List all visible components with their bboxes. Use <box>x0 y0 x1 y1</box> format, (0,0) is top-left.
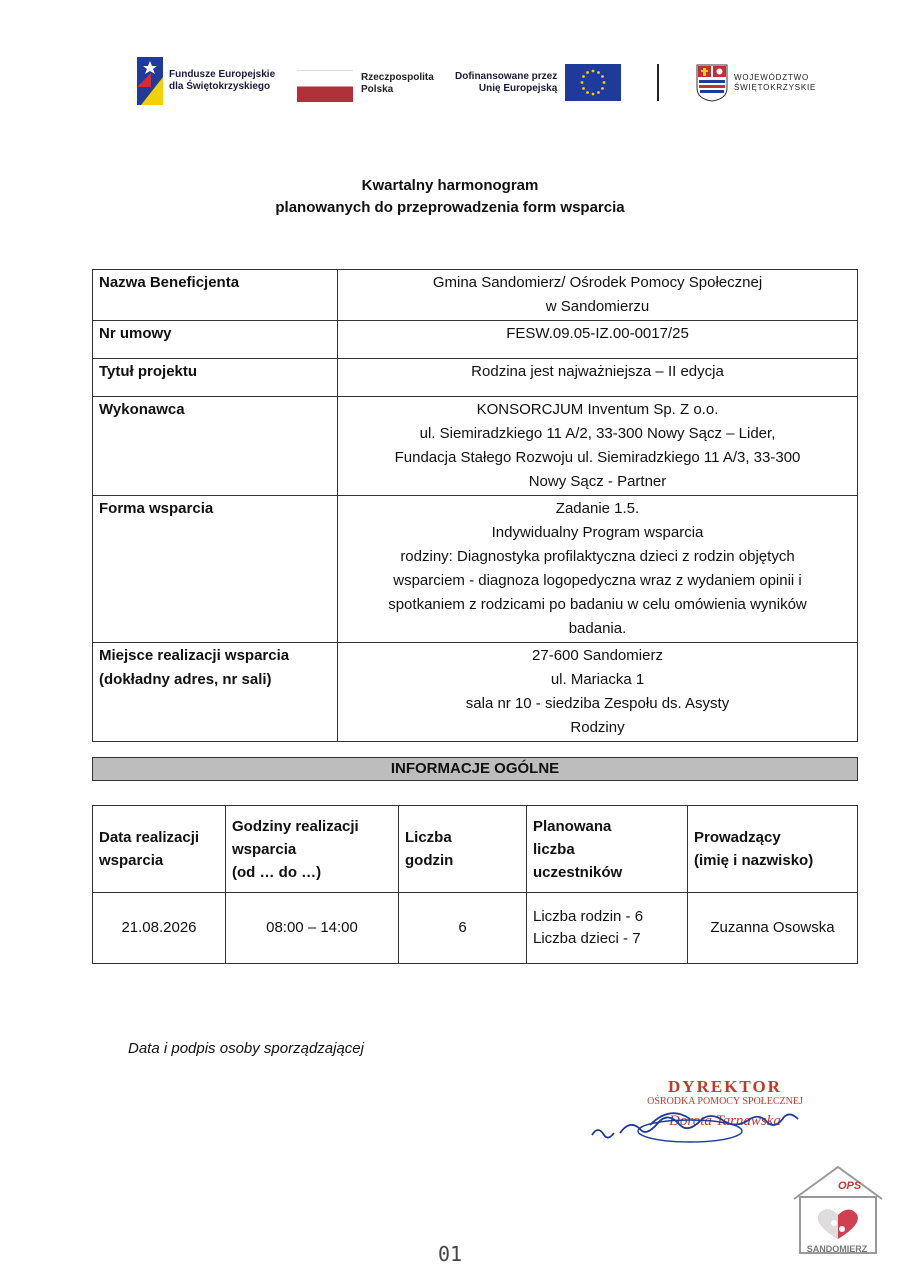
wykonawca-value-line: Fundacja Stałego Rozwoju ul. Siemiradzkiego 11 A/3, 33-300 <box>394 449 801 466</box>
miejsce-label-line: Miejsce realizacji wsparcia <box>99 647 290 664</box>
fe-star-icon <box>137 57 163 105</box>
document-title <box>0 175 900 219</box>
ws-line2: ŚWIĘTOKRZYSKIE <box>734 83 817 92</box>
schedule-table <box>92 805 858 964</box>
miejsce-value-line: sala nr 10 - siedziba Zespołu ds. Asysty <box>465 695 730 712</box>
miejsce-value-line: ul. Mariacka 1 <box>550 671 645 688</box>
header-line: wsparcia <box>99 852 164 869</box>
table-row <box>93 359 858 397</box>
ops-logo-name: SANDOMIERZ <box>806 1244 868 1254</box>
beneficjent-value <box>338 270 858 321</box>
ops-logo-label: OPS <box>838 1180 862 1192</box>
forma-value-line: Indywidualny Program wsparcia <box>491 524 704 541</box>
wykonawca-value-line: ul. Siemiradzkiego 11 A/2, 33-300 Nowy Sącz – Lider, <box>419 425 776 442</box>
forma-label: Forma wsparcia <box>93 496 338 643</box>
beneficjent-label: Nazwa Beneficjenta <box>93 270 338 321</box>
umowa-value: FESW.09.05-IZ.00-0017/25 <box>338 321 858 359</box>
stamp-line3: Dorota Tarnawska <box>669 1113 781 1129</box>
col-header-date <box>93 806 226 893</box>
title-line1: Kwartalny harmonogram <box>361 177 539 194</box>
header-line: Liczba <box>405 829 452 846</box>
forma-value-line: badania. <box>568 620 627 637</box>
cell-hours: 08:00 – 14:00 <box>226 893 399 964</box>
col-header-leader <box>688 806 858 893</box>
ws-logo <box>696 64 816 102</box>
signature-label: Data i podpis osoby sporządzającej <box>128 1040 364 1057</box>
cell-date: 21.08.2026 <box>93 893 226 964</box>
signature-scribble-icon <box>590 1105 840 1155</box>
page-number: 01 <box>437 1242 463 1266</box>
fe-line2: dla Świętokrzyskiego <box>169 81 271 92</box>
general-info-header: INFORMACJE OGÓLNE <box>92 757 858 781</box>
cell-participants <box>527 893 688 964</box>
stamp-line2: OŚRODKA POMOCY SPOŁECZNEJ <box>647 1096 803 1107</box>
participants-line: Liczba rodzin - 6 <box>533 908 644 925</box>
umowa-label: Nr umowy <box>93 321 338 359</box>
cell-leader: Zuzanna Osowska <box>688 893 858 964</box>
miejsce-value-line: 27-600 Sandomierz <box>532 647 663 664</box>
wykonawca-value <box>338 397 858 496</box>
header-line: Godziny realizacji <box>232 817 359 835</box>
header-line: Data realizacji <box>99 829 200 846</box>
beneficjent-value-line: Gmina Sandomierz/ Ośrodek Pomocy Społecznej <box>432 274 763 291</box>
col-header-hours <box>226 806 399 893</box>
table-row <box>93 321 858 359</box>
ue-logo <box>455 64 621 101</box>
header-line: (od … do …) <box>232 863 322 881</box>
ue-line1: Dofinansowane przez <box>455 70 558 82</box>
ws-line1: WOJEWÓDZTWO <box>734 73 810 82</box>
logo-divider <box>657 64 659 101</box>
tytul-value: Rodzina jest najważniejsza – II edycja <box>338 359 858 397</box>
miejsce-value-line: Rodziny <box>570 719 625 736</box>
header-line: liczba <box>533 840 575 858</box>
rp-line2: Polska <box>361 84 394 95</box>
header-line: Prowadzący <box>694 829 781 846</box>
miejsce-label <box>93 643 338 742</box>
title-line2: planowanych do przeprowadzenia form wsparcia <box>275 199 625 216</box>
col-header-count <box>399 806 527 893</box>
participants-line: Liczba dzieci - 7 <box>533 930 641 947</box>
tytul-label: Tytuł projektu <box>93 359 338 397</box>
header-line: uczestników <box>533 863 623 881</box>
table-header-row <box>93 806 858 893</box>
wykonawca-label: Wykonawca <box>93 397 338 496</box>
miejsce-value <box>338 643 858 742</box>
forma-value-line: Zadanie 1.5. <box>555 500 640 517</box>
table-row <box>93 397 858 496</box>
info-table <box>92 269 858 742</box>
header-line: wsparcia <box>232 840 297 858</box>
wykonawca-value-line: KONSORCJUM Inventum Sp. Z o.o. <box>476 401 719 418</box>
table-row <box>93 270 858 321</box>
col-header-participants <box>527 806 688 893</box>
stamp-line1: DYREKTOR <box>668 1077 782 1096</box>
header-line: Planowana <box>533 817 612 835</box>
table-row <box>93 893 858 964</box>
table-row <box>93 643 858 742</box>
fe-line1: Fundusze Europejskie <box>169 69 276 80</box>
header-line: godzin <box>405 852 454 869</box>
polish-flag-icon <box>297 70 353 102</box>
forma-value-line: wsparciem - diagnoza logopedyczna wraz z wydaniem opinii i <box>393 572 802 589</box>
ue-line2: Unię Europejską <box>478 82 558 94</box>
miejsce-label-line: (dokładny adres, nr sali) <box>99 671 272 688</box>
fe-logo <box>137 57 275 105</box>
forma-value-line: spotkaniem z rodzicami po badaniu w celu omówienia wyników <box>388 596 807 613</box>
eu-flag-icon <box>565 64 621 101</box>
wykonawca-value-line: Nowy Sącz - Partner <box>528 473 667 490</box>
beneficjent-value-line: w Sandomierzu <box>545 298 650 315</box>
header-line: (imię i nazwisko) <box>694 852 814 869</box>
table-row <box>93 496 858 643</box>
cell-count: 6 <box>399 893 527 964</box>
forma-value-line: rodziny: Diagnostyka profilaktyczna dzieci z rodzin objętych <box>400 548 795 565</box>
forma-value <box>338 496 858 643</box>
rp-line1: Rzeczpospolita <box>361 72 434 83</box>
coat-of-arms-icon <box>696 64 728 102</box>
rp-logo <box>297 70 434 102</box>
